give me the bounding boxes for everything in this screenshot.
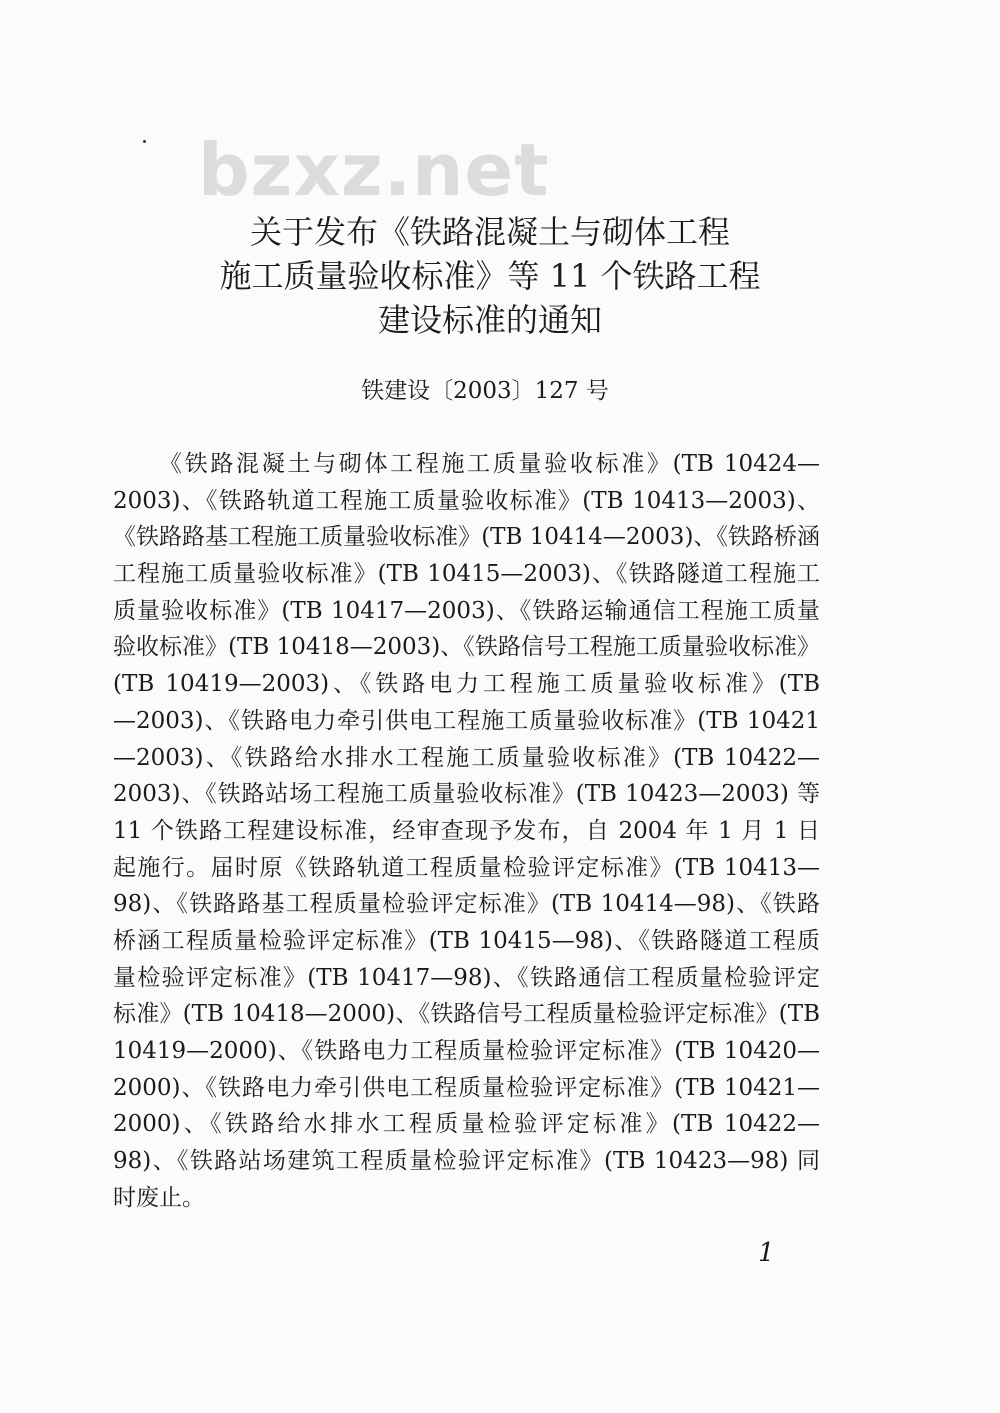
body-line: 起施行。届时原《铁路轨道工程质量检验评定标准》(TB 10413— (113, 854, 820, 881)
body-line: —2003)、《铁路给水排水工程施工质量验收标准》(TB 10422— (113, 744, 820, 771)
body-line: 98)、《铁路站场建筑工程质量检验评定标准》(TB 10423—98) 同 (113, 1148, 820, 1175)
document-number: 铁建设〔2003〕127 号 (361, 378, 609, 404)
scan-speck (143, 140, 146, 143)
body-line: —2003)、《铁路电力牵引供电工程施工质量验收标准》(TB 10421 (113, 707, 820, 734)
body-line: 工程施工质量验收标准》(TB 10415—2003)、《铁路隧道工程施工 (113, 561, 820, 588)
title-line: 关于发布《铁路混凝土与砌体工程 (249, 213, 730, 251)
title-line: 施工质量验收标准》等 11 个铁路工程 (219, 257, 761, 295)
body-line: 98)、《铁路路基工程质量检验评定标准》(TB 10414—98)、《铁路 (113, 891, 820, 918)
title-line: 建设标准的通知 (377, 301, 602, 339)
body-line: 量检验评定标准》(TB 10417—98)、《铁路通信工程质量检验评定 (113, 964, 820, 991)
body-line: 11 个铁路工程建设标准，经审查现予发布，自 2004 年 1 月 1 日 (113, 817, 820, 844)
body-line: (TB 10419—2003)、《铁路电力工程施工质量验收标准》(TB (113, 671, 820, 698)
body-line: 《铁路混凝土与砌体工程施工质量验收标准》(TB 10424— (159, 451, 820, 477)
body-paragraph (113, 446, 820, 1216)
watermark: bzxz.net (198, 128, 550, 212)
body-line: 2003)、《铁路站场工程施工质量验收标准》(TB 10423—2003) 等 (113, 781, 820, 808)
document-title (0, 210, 980, 342)
body-line: 《铁路路基工程施工质量验收标准》(TB 10414—2003)、《铁路桥涵 (113, 524, 820, 551)
body-line: 标准》(TB 10418—2000)、《铁路信号工程质量检验评定标准》(TB (113, 1001, 820, 1028)
body-line: 2003)、《铁路轨道工程施工质量验收标准》(TB 10413—2003)、 (113, 487, 820, 514)
page-number: 1 (758, 1238, 775, 1268)
body-line: 2000)、《铁路电力牵引供电工程质量检验评定标准》(TB 10421— (113, 1074, 820, 1101)
body-line: 质量验收标准》(TB 10417—2003)、《铁路运输通信工程施工质量 (113, 597, 820, 624)
body-line: 验收标准》(TB 10418—2003)、《铁路信号工程施工质量验收标准》 (113, 634, 820, 661)
body-line: 2000)、《铁路给水排水工程质量检验评定标准》(TB 10422— (113, 1111, 820, 1138)
body-line: 10419—2000)、《铁路电力工程质量检验评定标准》(TB 10420— (113, 1038, 820, 1064)
body-line: 桥涵工程质量检验评定标准》(TB 10415—98)、《铁路隧道工程质 (113, 927, 820, 954)
body-line: 时废止。 (113, 1184, 205, 1211)
